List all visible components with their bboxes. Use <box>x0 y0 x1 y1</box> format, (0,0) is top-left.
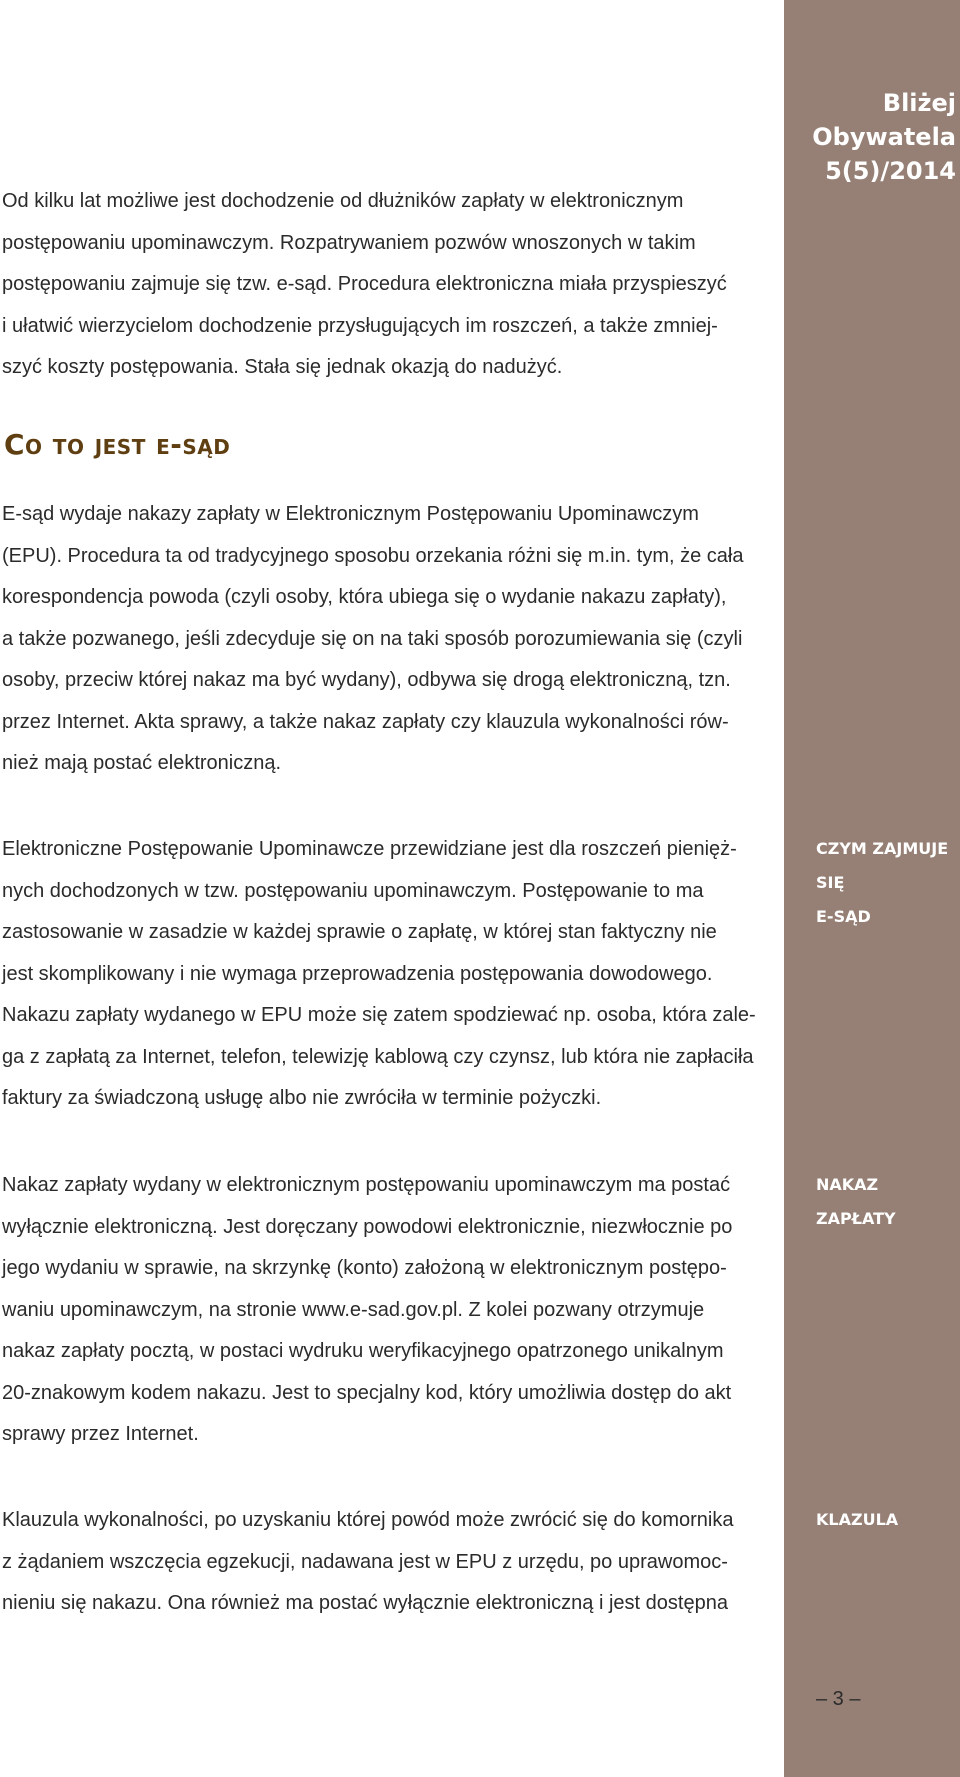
section3-line: 20-znakowym kodem nakazu. Jest to specjalny kod, który umożliwia dostęp do akt <box>2 1381 732 1404</box>
side-label-line: ZAPŁATY <box>816 1209 896 1228</box>
section2-line: Elektroniczne Postępowanie Upominawcze przewidziane jest dla roszczeń pienięż- <box>2 838 737 860</box>
section1-line: osoby, przeciw której nakaz ma być wydany), odbywa się drogą elektroniczną, tzn. <box>2 669 731 691</box>
masthead <box>812 86 956 188</box>
section2-line: zastosowanie w zasadzie w każdej sprawie o zapłatę, w której stan faktyczny nie <box>2 921 717 943</box>
section1-line: (EPU). Procedura ta od tradycyjnego sposobu orzekania różni się m.in. tym, że cała <box>2 544 744 567</box>
intro-line: Od kilku lat możliwe jest dochodzenie od dłużników zapłaty w elektronicznym <box>2 190 684 212</box>
section4-line: Klauzula wykonalności, po uzyskaniu której powód może zwrócić się do komornika <box>2 1509 734 1531</box>
section3-line: sprawy przez Internet. <box>2 1423 199 1445</box>
intro-paragraph <box>2 181 760 389</box>
section4-line: nieniu się nakazu. Ona również ma postać wyłącznie elektroniczną i jest dostępna <box>2 1592 728 1614</box>
section1-line: nież mają postać elektroniczną. <box>2 752 282 774</box>
masthead-title-line1: Bliżej <box>882 89 956 117</box>
section4-line: z żądaniem wszczęcia egzekucji, nadawana jest w EPU z urzędu, po uprawomoc- <box>2 1550 728 1573</box>
side-label-line: KLAZULA <box>816 1510 899 1529</box>
section1-paragraph <box>2 494 760 785</box>
side-label-line: E-SĄD <box>816 907 871 926</box>
section1-line: a także pozwanego, jeśli zdecyduje się on na taki sposób porozumiewania się (czyli <box>2 627 743 650</box>
side-label-klazula <box>816 1503 958 1537</box>
intro-line: szyć koszty postępowania. Stała się jednak okazją do nadużyć. <box>2 356 563 378</box>
masthead-issue: 5(5)/2014 <box>825 157 956 185</box>
section1-line: korespondencja powoda (czyli osoby, która ubiega się o wydanie nakazu zapłaty), <box>2 586 727 608</box>
section4-paragraph <box>2 1500 760 1625</box>
section3-line: jego wydaniu w sprawie, na skrzynkę (konto) założoną w elektronicznym postępo- <box>2 1257 727 1279</box>
side-label-line: NAKAZ <box>816 1175 879 1194</box>
side-label-line: CZYM ZAJMUJE SIĘ <box>816 839 949 892</box>
section3-line: wyłącznie elektroniczną. Jest doręczany powodowi elektronicznie, niezwłocznie po <box>2 1215 733 1238</box>
section3-line: Nakaz zapłaty wydany w elektronicznym postępowaniu upominawczym ma postać <box>2 1174 731 1196</box>
side-label-nakaz-zaplaty <box>816 1168 958 1236</box>
masthead-title-line2: Obywatela <box>812 123 956 151</box>
page-number: – 3 – <box>816 1688 861 1710</box>
section3-line: waniu upominawczym, na stronie www.e-sad.gov.pl. Z kolei pozwany otrzymuje <box>2 1298 705 1321</box>
intro-line: postępowaniu upominawczym. Rozpatrywaniem pozwów wnoszonych w takim <box>2 231 696 254</box>
section2-line: ga z zapłatą za Internet, telefon, telewizję kablową czy czynsz, lub która nie zapłaciła <box>2 1045 754 1068</box>
side-label-czym-zajmuje <box>816 832 958 934</box>
intro-line: i ułatwić wierzycielom dochodzenie przysługujących im roszczeń, a także zmniej- <box>2 314 718 337</box>
intro-line: postępowaniu zajmuje się tzw. e-sąd. Procedura elektroniczna miała przyspieszyć <box>2 273 727 295</box>
section2-paragraph <box>2 829 760 1120</box>
section2-line: faktury za świadczoną usługę albo nie zwróciła w terminie pożyczki. <box>2 1087 602 1109</box>
section3-line: nakaz zapłaty pocztą, w postaci wydruku weryfikacyjnego opatrzonego unikalnym <box>2 1340 724 1362</box>
section2-line: nych dochodzonych w tzw. postępowaniu upominawczym. Postępowanie to ma <box>2 879 704 902</box>
section3-paragraph <box>2 1165 760 1456</box>
section1-line: E-sąd wydaje nakazy zapłaty w Elektronicznym Postępowaniu Upominawczym <box>2 503 699 525</box>
section2-line: Nakazu zapłaty wydanego w EPU może się zatem spodziewać np. osoba, która zale- <box>2 1004 756 1026</box>
section-heading: Co to jest e-sąd <box>4 428 231 461</box>
section2-line: jest skomplikowany i nie wymaga przeprowadzenia postępowania dowodowego. <box>2 962 713 985</box>
section1-line: przez Internet. Akta sprawy, a także nakaz zapłaty czy klauzula wykonalności rów- <box>2 710 729 733</box>
